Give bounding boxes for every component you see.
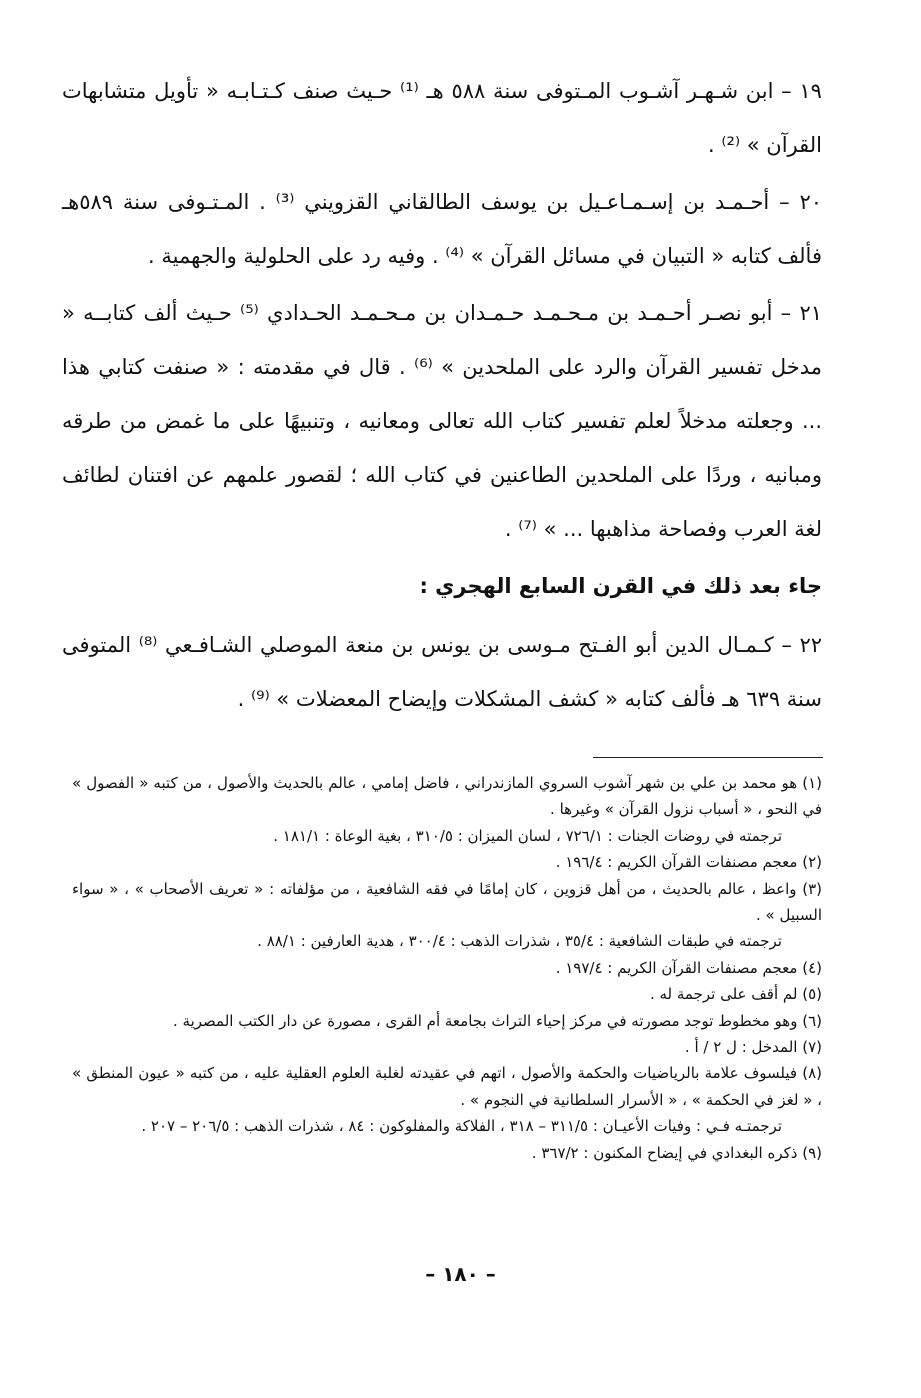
footnote-5: (٥) لم أقف على ترجمة له . [649, 985, 822, 1004]
footnote-3: (٣) واعظ ، عالم بالحديث ، من أهل قزوين ، كان إمامًا في فقه الشافعية ، من مؤلفاته : « تعريف الأصحاب » ، « سواء السبيل » . [72, 879, 822, 925]
footnote-4: (٤) معجم مصنفات القرآن الكريم : ١٩٧/٤ . [555, 958, 822, 977]
footnotes [72, 770, 822, 1166]
footnote-1: (١) هو محمد بن علي بن شهر آشوب السروي المازندراني ، فاضل إمامي ، عالم بالحديث والأصول ، من كتبه « الفصول » في النحو ، « أسباب نزول القرآن » وغيرها . [72, 774, 822, 819]
footnote-2: (٢) معجم مصنفات القرآن الكريم : ١٩٦/٤ . [555, 853, 822, 872]
footnote-6: (٦) وهو مخطوط توجد مصورته في مركز إحياء التراث بجامعة أم القرى ، مصورة عن دار الكتب المصرية . [173, 1011, 822, 1030]
page-number: – ١٨٠ – [425, 1262, 496, 1286]
footnote-7: (٧) المدخل : ل ٢ / أ . [684, 1038, 822, 1057]
entry-19: ١٩ – ابن شـهـر آشـوب المـتوفى سنة ٥٨٨ هـ ⁽¹⁾ حـيث صنف كـتـابـه « تأويل متشابهات القرآن » ⁽²⁾ . [62, 79, 822, 157]
footnote-9: (٩) ذكره البغدادي في إيضاح المكنون : ٣٦٧/٢ . [531, 1143, 822, 1162]
entry-20: ٢٠ – أحـمـد بن إسـمـاعـيل بن يوسف الطالقاني القزويني ⁽³⁾ . المـتـوفى سنة ٥٨٩هـ فألف كتابه « التبيان في مسائل القرآن » ⁽⁴⁾ . وفيه رد على الحلولية والجهمية . [62, 190, 822, 268]
section-heading: جاء بعد ذلك في القرن السابع الهجري : [419, 574, 822, 598]
entry-22: ٢٢ – كـمـال الدين أبو الفـتح مـوسى بن يونس بن منعة الموصلي الشـافـعي ⁽⁸⁾ المتوفى سنة ٦٣٩ هـ فألف كتابه « كشف المشكلات وإيضاح المعضلات » ⁽⁹⁾ . [62, 633, 822, 711]
footnote-3-sources: ترجمته في طبقات الشافعية : ٣٥/٤ ، شذرات الذهب : ٣٠٠/٤ ، هدية العارفين : ٨٨/١ . [257, 932, 782, 951]
footnote-1-sources: ترجمته في روضات الجنات : ٧٢٦/١ ، لسان الميزان : ٣١٠/٥ ، بغية الوعاة : ١٨١/١ . [273, 826, 782, 845]
entry-21: ٢١ – أبو نصـر أحـمـد بن مـحـمـد حـمـدان بن مـحـمـد الحـدادي ⁽⁵⁾ حـيث ألف كتابــه « مدخل تفسير القرآن والرد على الملحدين » ⁽⁶⁾ . قال في مقدمته : « صنفت كتابي هذا ... وجعلته مدخلاً لعلم تفسير كتاب الله تعالى ومعانيه ، وتنبيهًا على ما غمض من طرقه ومبانيه ، وردًا على الملحدين الطاعنين في كتاب الله ؛ لقصور علمهم عن افتنان لطائف لغة العرب وفصاحة مذاهبها ... » ⁽⁷⁾ . [62, 301, 823, 541]
footnote-8: (٨) فيلسوف علامة بالرياضيات والحكمة والأصول ، اتهم في عقيدته لغلبة العلوم العقلية عليه ، من كتبه « عيون المنطق » ، « لغز في الحكمة » ، « الأسرار السلطانية في النجوم » . [72, 1064, 822, 1109]
footnote-divider [593, 757, 823, 758]
footnote-8-sources: ترجمتـه فـي : وفيات الأعيـان : ٣١١/٥ – ٣١٨ ، الفلاكة والمفلوكون : ٨٤ ، شذرات الذهب : ٢٠٦/٥ – ٢٠٧ . [141, 1117, 782, 1136]
main-text [62, 64, 822, 726]
